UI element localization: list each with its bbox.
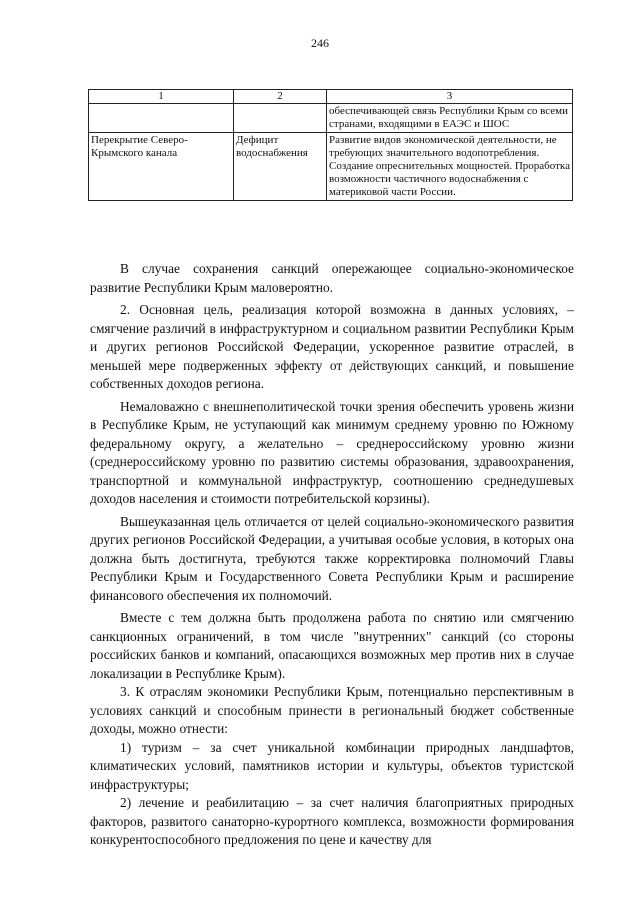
- table-cell: [89, 104, 234, 133]
- paragraph: 2. Основная цель, реализация которой возможна в данных условиях, – смягчение различий в инфраструктурном и социальном развитии Республики Крым и других регионов Российской Федерации, ускоренное развитие отраслей, в меньшей мере подверженных эффекту от действующих санкций, и повышение собственных доходов региона.: [90, 302, 574, 391]
- paragraph: Вышеуказанная цель отличается от целей социально-экономического развития других регионов Российской Федерации, а учитывая особые условия, в которых она должна быть достигнута, требуются также корректировка полномочий Главы Республики Крым и Государственного Совета Республики Крым и расширение финансового обеспечения их полномочий.: [90, 513, 574, 603]
- table-cell: Развитие видов экономической деятельности, не требующих значительного водопотребления. Создание опреснительных мощностей. Проработка возможности частичного водоснабжения с материковой части России.: [327, 133, 573, 201]
- column-header-3: 3: [327, 90, 573, 104]
- table-cell: Дефицит водоснабжения: [234, 133, 327, 201]
- document-body: [90, 260, 574, 850]
- paragraph: В случае сохранения санкций опережающее социально-экономическое развитие Республики Крым маловероятно.: [90, 261, 574, 295]
- table-header-row: [89, 90, 573, 104]
- column-header-2: 2: [234, 90, 327, 104]
- table-cell: Перекрытие Северо-Крымского канала: [89, 133, 234, 201]
- paragraph: Вместе с тем должна быть продолжена работа по снятию или смягчению санкционных ограничений, в том числе "внутренних" санкций (со стороны российских банков и компаний, опасающихся возможных мер против них в случае локализации в Республике Крым).: [90, 610, 574, 681]
- paragraph: Немаловажно с внешнеполитической точки зрения обеспечить уровень жизни в Республике Крым, не уступающий как минимум среднему уровню по Южному федеральному округу, а желательно – среднероссийскому уровню жизни (среднероссийскому уровню по развитию системы образования, здравоохранения, транспортной и коммунальной инфраструктур, соотношению среднедушевых доходов населения и стоимости потребительской корзины).: [90, 398, 574, 506]
- paragraph: 3. К отраслям экономики Республики Крым, потенциально перспективным в условиях санкций и способным принести в региональный бюджет собственные доходы, можно отнести:: [90, 684, 574, 736]
- table-row: [89, 133, 573, 201]
- page-number: 246: [311, 36, 329, 50]
- paragraph: 2) лечение и реабилитацию – за счет наличия благоприятных природных факторов, развитого санаторно-курортного комплекса, возможности формирования конкурентоспособного предложения по цене и качеству для: [90, 795, 574, 847]
- table-row: [89, 104, 573, 133]
- table-cell: обеспечивающей связь Республики Крым со всеми странами, входящими в ЕАЭС и ШОС: [327, 104, 573, 133]
- table-cell: [234, 104, 327, 133]
- paragraph: 1) туризм – за счет уникальной комбинации природных ландшафтов, климатических условий, памятников истории и культуры, объектов туристской инфраструктуры;: [90, 739, 574, 792]
- data-table: [88, 89, 573, 201]
- column-header-1: 1: [89, 90, 234, 104]
